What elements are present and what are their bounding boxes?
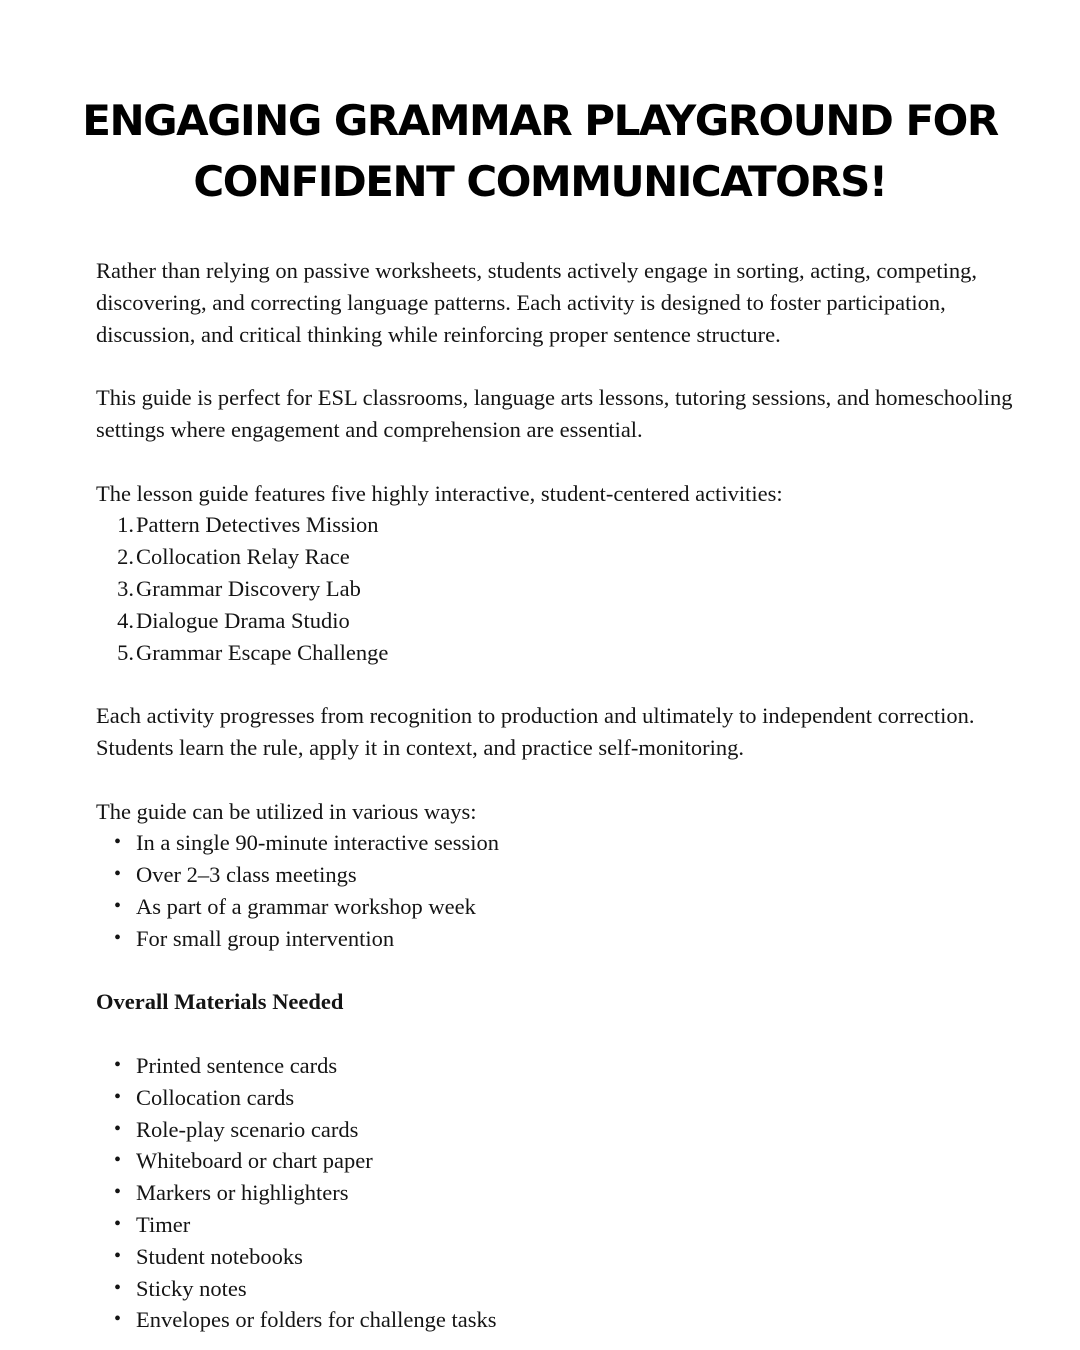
activity-label: Dialogue Drama Studio <box>136 607 350 633</box>
list-number: 4. <box>117 607 134 633</box>
list-item <box>96 1209 1026 1241</box>
list-item <box>96 541 1026 573</box>
activity-label: Grammar Escape Challenge <box>136 639 389 665</box>
list-item <box>96 1050 1026 1082</box>
usage-lead: The guide can be utilized in various ways: <box>96 798 477 824</box>
list-item <box>96 509 1026 541</box>
bullet-icon: • <box>114 894 122 917</box>
material-label: Timer <box>136 1211 191 1237</box>
material-label: Printed sentence cards <box>136 1052 338 1078</box>
usage-label: As part of a grammar workshop week <box>136 893 476 919</box>
list-item <box>96 573 1026 605</box>
list-number: 2. <box>117 544 134 570</box>
material-label: Student notebooks <box>136 1243 303 1269</box>
bullet-icon: • <box>114 863 122 886</box>
material-label: Collocation cards <box>136 1084 295 1110</box>
usage-label: For small group intervention <box>136 925 395 951</box>
list-item <box>96 605 1026 637</box>
list-number: 5. <box>117 639 134 665</box>
list-item <box>96 1304 1026 1336</box>
list-item <box>96 923 1026 955</box>
usage-list <box>96 827 1026 954</box>
list-item <box>96 1145 1026 1177</box>
activity-label: Grammar Discovery Lab <box>136 575 361 601</box>
material-label: Sticky notes <box>136 1275 247 1301</box>
activity-label: Pattern Detectives Mission <box>136 512 379 538</box>
bullet-icon: • <box>114 926 122 949</box>
list-number: 1. <box>117 512 134 538</box>
progression-paragraph: Each activity progresses from recognition to production and ultimately to independent correction. Students learn the rule, apply it in context, and practice self-monitoring. <box>96 703 975 760</box>
list-number: 3. <box>117 575 134 601</box>
bullet-icon: • <box>114 1117 122 1140</box>
material-label: Envelopes or folders for challenge tasks <box>136 1307 497 1333</box>
activity-label: Collocation Relay Race <box>136 544 350 570</box>
title-line-1: ENGAGING GRAMMAR PLAYGROUND FOR <box>82 96 998 145</box>
materials-list <box>96 1050 1026 1336</box>
intro-paragraph-2: This guide is perfect for ESL classrooms, language arts lessons, tutoring sessions, and homeschooling settings where engagement and comprehension are essential. <box>96 385 1013 442</box>
usage-label: In a single 90-minute interactive session <box>136 830 500 856</box>
list-item <box>96 1114 1026 1146</box>
bullet-icon: • <box>114 1053 122 1076</box>
material-label: Role-play scenario cards <box>136 1116 359 1142</box>
materials-heading: Overall Materials Needed <box>96 989 344 1015</box>
bullet-icon: • <box>114 1308 122 1331</box>
material-label: Markers or highlighters <box>136 1180 349 1206</box>
bullet-icon: • <box>114 1181 122 1204</box>
activities-list <box>96 509 1026 668</box>
list-item <box>96 859 1026 891</box>
intro-paragraph-1: Rather than relying on passive worksheets, students actively engage in sorting, acting, competing, discovering, and correcting language patterns. Each activity is designed to foster participation, discussion, and critical thinking while reinforcing proper sentence structure. <box>96 258 978 347</box>
list-item <box>96 1082 1026 1114</box>
list-item <box>96 891 1026 923</box>
bullet-icon: • <box>114 1212 122 1235</box>
body-content <box>96 255 1026 1336</box>
list-item <box>96 637 1026 669</box>
page-title <box>60 90 1020 212</box>
activities-lead: The lesson guide features five highly interactive, student-centered activities: <box>96 480 783 506</box>
list-item <box>96 1177 1026 1209</box>
material-label: Whiteboard or chart paper <box>136 1148 373 1174</box>
bullet-icon: • <box>114 1276 122 1299</box>
bullet-icon: • <box>114 1149 122 1172</box>
bullet-icon: • <box>114 831 122 854</box>
usage-label: Over 2–3 class meetings <box>136 862 357 888</box>
bullet-icon: • <box>114 1244 122 1267</box>
list-item <box>96 827 1026 859</box>
list-item <box>96 1241 1026 1273</box>
list-item <box>96 1273 1026 1305</box>
bullet-icon: • <box>114 1085 122 1108</box>
title-line-2: CONFIDENT COMMUNICATORS! <box>193 157 887 206</box>
